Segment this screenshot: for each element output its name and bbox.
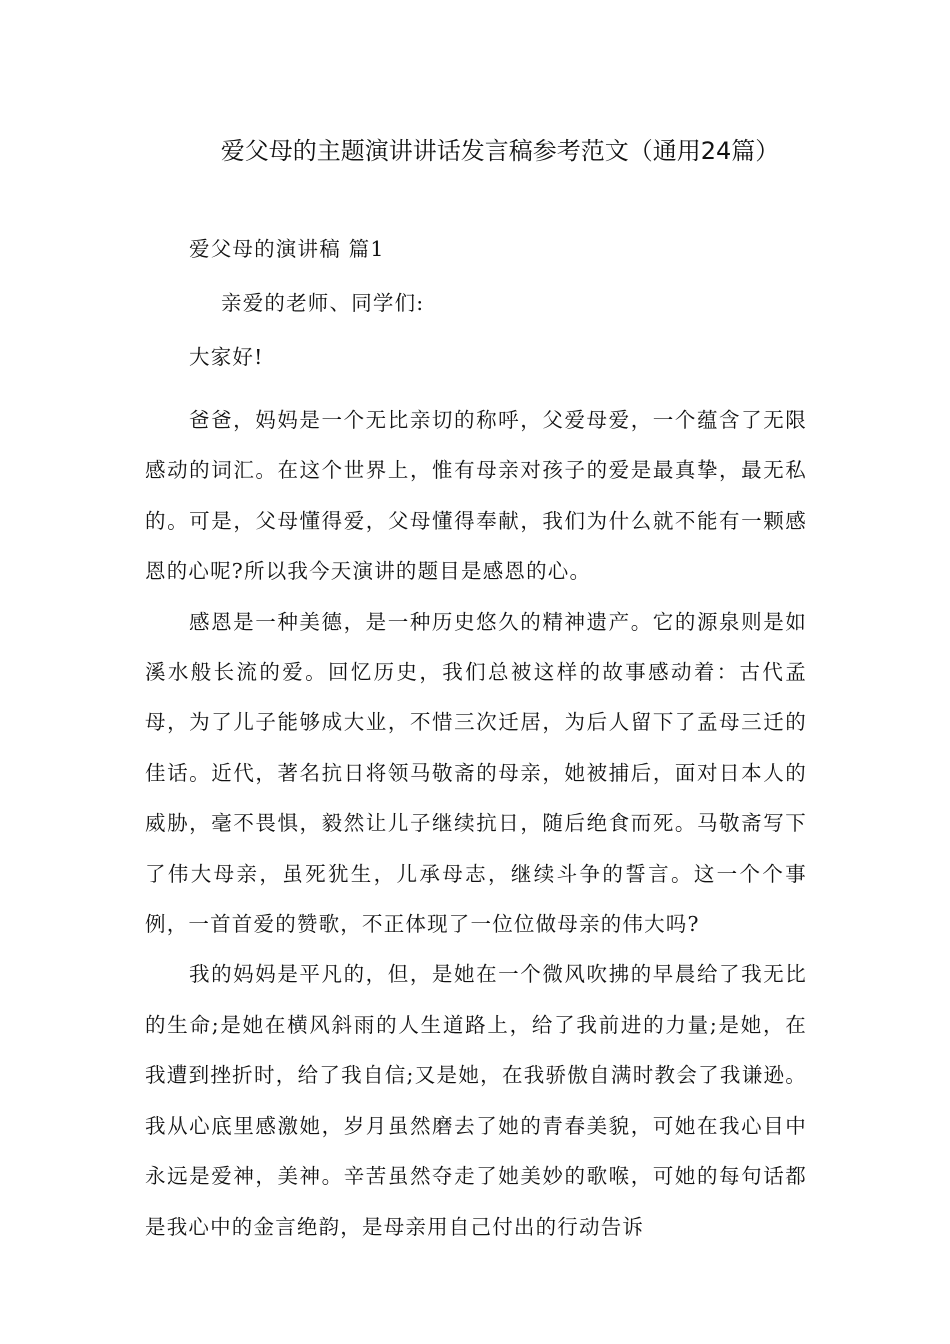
paragraph: 我的妈妈是平凡的，但，是她在一个微风吹拂的早晨给了我无比的生命;是她在横风斜雨的人生道路上，给了我前进的力量;是她，在我遭到挫折时，给了我自信;又是她，在我骄傲自满时教会了我谦逊。我从心底里感激她，岁月虽然磨去了她的青春美貌，可她在我心目中永远是爱神，美神。辛苦虽然夺走了她美妙的歌喉，可她的每句话都是我心中的金言绝韵，是母亲用自己付出的行动告诉 <box>145 962 807 1239</box>
document-title: 爱父母的主题演讲讲话发言稿参考范文（通用24篇） <box>220 137 780 165</box>
paragraph: 爸爸，妈妈是一个无比亲切的称呼，父爱母爱，一个蕴含了无限感动的词汇。在这个世界上，惟有母亲对孩子的爱是最真挚，最无私的。可是，父母懂得爱，父母懂得奉献，我们为什么就不能有一颗感恩的心呢?所以我今天演讲的题目是感恩的心。 <box>145 408 807 584</box>
paragraph: 感恩是一种美德，是一种历史悠久的精神遗产。它的源泉则是如溪水般长流的爱。回忆历史，我们总被这样的故事感动着：古代孟母，为了儿子能够成大业，不惜三次迁居，为后人留下了孟母三迁的佳话。近代，著名抗日将领马敬斋的母亲，她被捕后，面对日本人的威胁，毫不畏惧，毅然让儿子继续抗日，随后绝食而死。马敬斋写下了伟大母亲，虽死犹生，儿承母志，继续斗争的誓言。这一个个事例，一首首爱的赞歌，不正体现了一位位做母亲的伟大吗? <box>145 609 807 937</box>
section-heading: 爱父母的演讲稿 篇1 <box>189 237 385 261</box>
document-body <box>145 233 807 1252</box>
greeting-line: 大家好! <box>189 345 264 369</box>
greeting-line: 亲爱的老师、同学们: <box>221 291 425 315</box>
